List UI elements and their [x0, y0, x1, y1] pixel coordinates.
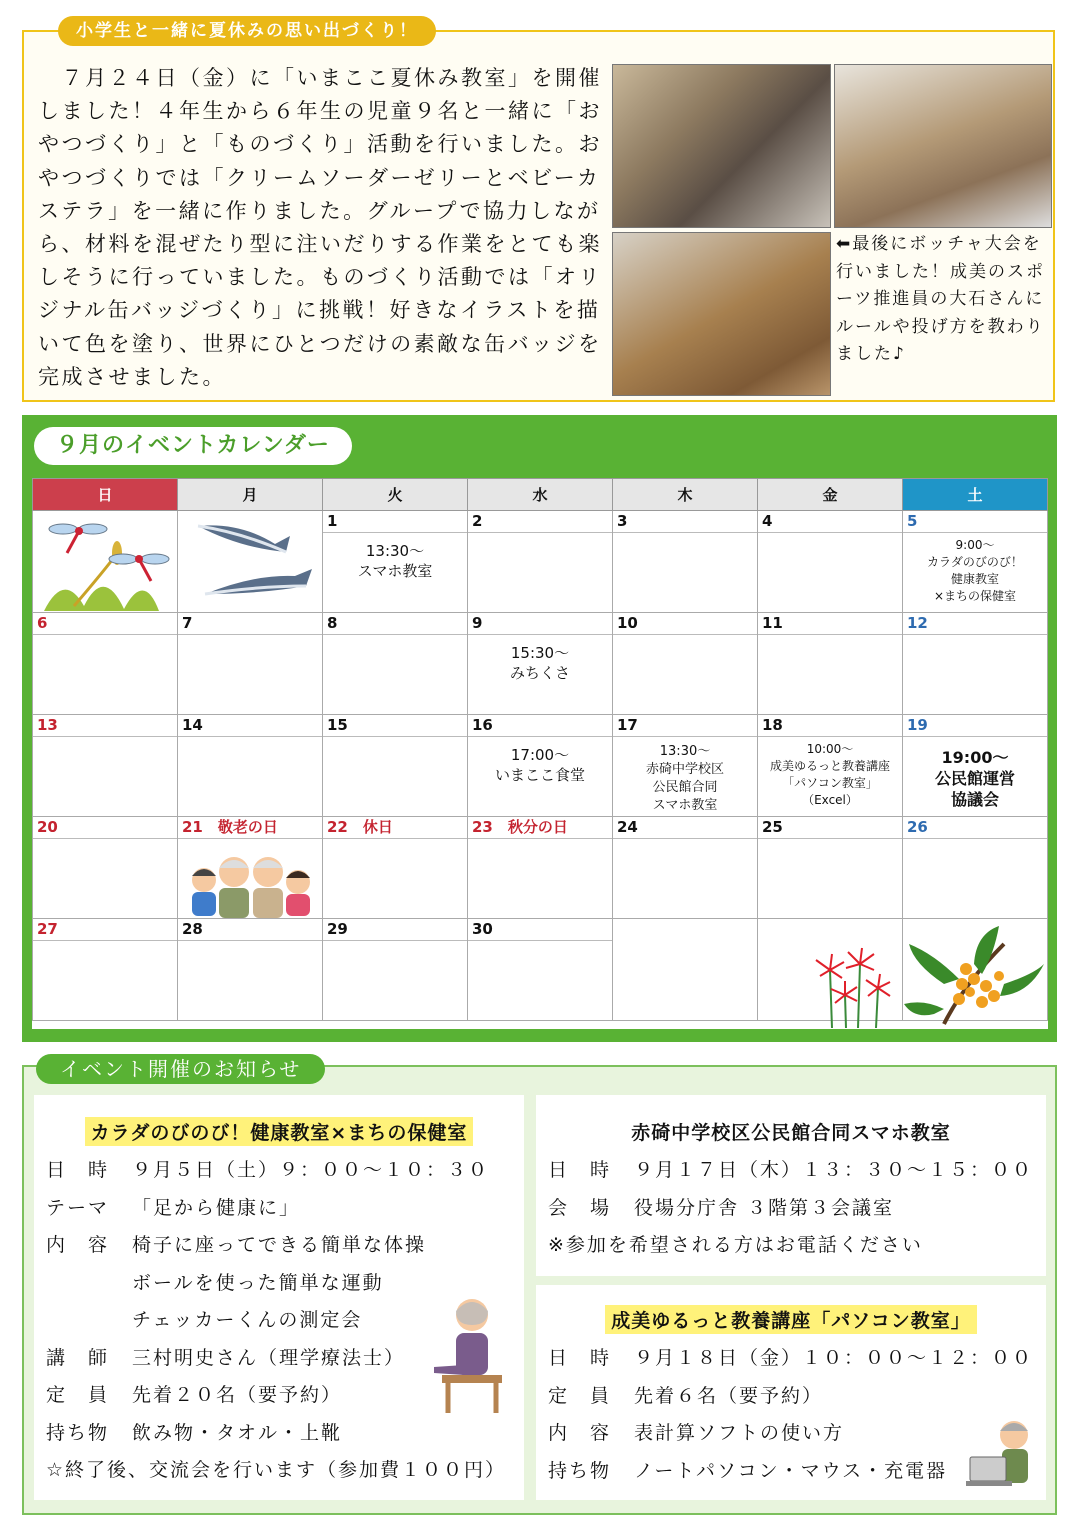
- notice-row-label: 会 場: [548, 1196, 612, 1219]
- notice-row-label: 持ち物: [548, 1459, 612, 1482]
- notice-row-label: 内 容: [46, 1234, 110, 1256]
- calendar-day-number: 3: [613, 511, 757, 533]
- calendar-day-number: 11: [758, 613, 902, 635]
- calendar-day-cell: [613, 919, 758, 1021]
- calendar-day-cell: [33, 613, 178, 715]
- notice-row-value: 先着２０名（要予約）: [132, 1384, 343, 1406]
- calendar-day-cell: [758, 715, 903, 817]
- calendar-day-number: 28: [178, 919, 322, 941]
- notice-row-label: テーマ: [46, 1196, 110, 1219]
- calendar-day-cell: [178, 919, 323, 1021]
- summer-report-body: ７月２４日（金）に「いまここ夏休み教室」を開催しました！４年生から６年生の児童９名と一緒に「おやつづくり」と「ものづくり」活動を行いました。おやつづくりでは「クリームソーダーゼリーとベビーカステラ」を一緒に作りました。グループで協力しながら、材料を混ぜたり型に注いだりする作業をとても楽しそうに行っていました。ものづくり活動では「オリジナル缶バッジづくり」に挑戦！好きなイラストを描いて色を塗り、世界にひとつだけの素敵な缶バッジを完成させました。: [38, 66, 602, 389]
- notice-row-value: 飲み物・タオル・上靴: [132, 1421, 343, 1444]
- calendar-day-number: 2: [468, 511, 612, 533]
- calendar-event: 19:00〜 公民館運営 協議会: [934, 748, 1015, 809]
- calendar-day-number: 29: [323, 919, 467, 941]
- osmanthus-illustration: [904, 924, 1046, 1030]
- notice-row-label: 内 容: [548, 1422, 612, 1444]
- calendar-day-number: 23 秋分の日: [468, 817, 612, 839]
- notice-row: [548, 1152, 1046, 1190]
- calendar-day-number: 10: [613, 613, 757, 635]
- boccia-photo: [612, 232, 831, 396]
- calendar-day-cell: [178, 613, 323, 715]
- notice-row: [46, 1415, 524, 1453]
- calendar-day-cell: [323, 613, 468, 715]
- notice-row-value: ９月５日（土）９：００〜１０：３０: [132, 1159, 490, 1181]
- weekday-header: 金: [758, 479, 903, 511]
- notice-row-value: ノートパソコン・マウス・充電器: [634, 1459, 948, 1482]
- calendar-event: 13:30〜 赤碕中学校区 公民館合同 スマホ教室: [645, 744, 724, 813]
- notice-row-value: ９月１８日（金）１０：００〜１２：００: [634, 1347, 1034, 1369]
- calendar-day-cell: [323, 511, 468, 613]
- notice-row-value: ボールを使った簡単な運動: [132, 1271, 384, 1294]
- calendar-day-number: 30: [468, 919, 612, 941]
- weekday-header: 火: [323, 479, 468, 511]
- notice-row: [46, 1190, 524, 1228]
- calendar-day-cell: [33, 715, 178, 817]
- weekday-header: 土: [903, 479, 1048, 511]
- calendar-day-cell: [903, 715, 1048, 817]
- weekday-header: 水: [468, 479, 613, 511]
- notice-row-value: 「足から健康に」: [132, 1196, 301, 1219]
- calendar-day-cell: [33, 919, 178, 1021]
- calendar-event: 9:00〜 カラダのびのび！ 健康教室 ×まちの保健室: [927, 538, 1023, 603]
- calendar-day-number: 14: [178, 715, 322, 737]
- calendar-event: 10:00〜 成美ゆるっと教養講座 「パソコン教室」 （Excel）: [769, 742, 890, 807]
- calendar-day-cell: [613, 715, 758, 817]
- notice-row-value: ９月１７日（木）１３：３０〜１５：００: [634, 1159, 1034, 1181]
- calendar-day-cell: [323, 919, 468, 1021]
- calendar-day-number: 5: [903, 511, 1047, 533]
- calendar-day-cell: [468, 919, 613, 1021]
- calendar-day-cell: [468, 817, 613, 919]
- calendar-day-number: 21 敬老の日: [178, 817, 322, 839]
- calendar-event: 17:00〜 いまここ食堂: [494, 746, 585, 784]
- smartphone-class-title: 赤碕中学校区公民館合同スマホ教室: [631, 1122, 951, 1144]
- calendar-week-row: [33, 715, 1048, 817]
- smartphone-class-note: ※参加を希望される方はお電話ください: [548, 1234, 923, 1256]
- calendar-day-cell: [758, 511, 903, 613]
- calendar-day-number: 12: [903, 613, 1047, 635]
- calendar-day-cell: [903, 613, 1048, 715]
- calendar-day-number: 22 休日: [323, 817, 467, 839]
- dragonfly-illustration: [34, 511, 176, 612]
- eating-photo: [834, 64, 1052, 228]
- cooking-photo: [612, 64, 831, 228]
- notice-row-label: 定 員: [548, 1384, 612, 1407]
- calendar-day-number: 7: [178, 613, 322, 635]
- calendar-day-cell: [758, 613, 903, 715]
- calendar-event: 15:30〜 みちくさ: [509, 644, 570, 682]
- notice-row-label: 持ち物: [46, 1421, 110, 1444]
- health-class-note: ☆終了後、交流会を行います（参加費１００円）: [46, 1459, 507, 1481]
- calendar-day-cell: [903, 817, 1048, 919]
- calendar-day-number: 9: [468, 613, 612, 635]
- calendar-day-number: 1: [323, 511, 467, 533]
- notice-row-value: チェッカーくんの測定会: [132, 1309, 363, 1331]
- notice-row-value: 椅子に座ってできる簡単な体操: [132, 1234, 427, 1256]
- calendar-day-cell: [758, 817, 903, 919]
- calendar-day-number: 27: [33, 919, 177, 941]
- calendar-day-number: 19: [903, 715, 1047, 737]
- smartphone-class-notice: [536, 1095, 1046, 1276]
- notice-row-value: 三村明史さん（理学療法士）: [132, 1346, 406, 1369]
- calendar-day-cell: [613, 511, 758, 613]
- notice-row-label: 日 時: [548, 1159, 612, 1181]
- calendar-day-cell: [468, 715, 613, 817]
- summer-report-heading: 小学生と一緒に夏休みの思い出づくり！: [58, 16, 436, 46]
- calendar-day-cell: [323, 715, 468, 817]
- notice-row-label: 日 時: [46, 1159, 110, 1181]
- event-notice-title: イベント開催のお知らせ: [36, 1054, 325, 1084]
- calendar-day-number: 6: [33, 613, 177, 635]
- notice-row-label: 日 時: [548, 1347, 612, 1369]
- calendar-day-cell: [468, 613, 613, 715]
- health-class-title: カラダのびのび！健康教室×まちの保健室: [85, 1117, 474, 1146]
- notice-row: [46, 1152, 524, 1190]
- laptop-man-illustration: [966, 1413, 1042, 1489]
- sanma-fish-illustration: [180, 514, 320, 610]
- calendar-day-number: 15: [323, 715, 467, 737]
- weekday-header: 月: [178, 479, 323, 511]
- calendar-day-cell: [613, 817, 758, 919]
- notice-row: [548, 1190, 1046, 1228]
- calendar-day-number: 13: [33, 715, 177, 737]
- calendar-day-cell: [178, 715, 323, 817]
- calendar-day-cell: [323, 817, 468, 919]
- calendar-day-number: 26: [903, 817, 1047, 839]
- notice-row-label: 定 員: [46, 1384, 110, 1406]
- notice-row: [46, 1227, 524, 1265]
- weekday-header: 日: [33, 479, 178, 511]
- health-class-notice: [34, 1095, 524, 1500]
- calendar-day-cell: [468, 511, 613, 613]
- weekday-header: 木: [613, 479, 758, 511]
- stretching-woman-illustration: [434, 1295, 512, 1415]
- pc-class-notice: [536, 1285, 1046, 1500]
- pc-class-title: 成美ゆるっと教養講座「パソコン教室」: [605, 1305, 977, 1334]
- notice-row: [548, 1378, 1046, 1416]
- red-spider-lily-illustration: [800, 940, 904, 1028]
- calendar-day-number: 17: [613, 715, 757, 737]
- notice-row: [548, 1340, 1046, 1378]
- boccia-caption: ⬅最後にボッチャ大会を行いました！成美のスポーツ推進員の大石さんにルールや投げ方を教わりました♪: [836, 234, 1045, 364]
- calendar-day-cell: [33, 817, 178, 919]
- calendar-event: 13:30〜 スマホ教室: [357, 542, 433, 580]
- calendar-day-cell: [903, 511, 1048, 613]
- calendar-day-number: 25: [758, 817, 902, 839]
- calendar-day-number: 18: [758, 715, 902, 737]
- calendar-week-row: [33, 613, 1048, 715]
- calendar-title: ９月のイベントカレンダー: [34, 427, 352, 465]
- calendar-day-cell: [613, 613, 758, 715]
- notice-row-value: 表計算ソフトの使い方: [634, 1422, 845, 1444]
- calendar-day-number: 20: [33, 817, 177, 839]
- calendar-day-number: 4: [758, 511, 902, 533]
- calendar-day-number: 24: [613, 817, 757, 839]
- notice-row-label: 講 師: [46, 1346, 110, 1369]
- notice-row-value: 先着６名（要予約）: [634, 1384, 824, 1407]
- calendar-day-number: 8: [323, 613, 467, 635]
- elderly-family-illustration: [184, 846, 316, 918]
- calendar-day-number: 16: [468, 715, 612, 737]
- notice-row-value: 役場分庁舎 ３階第３会議室: [634, 1196, 895, 1219]
